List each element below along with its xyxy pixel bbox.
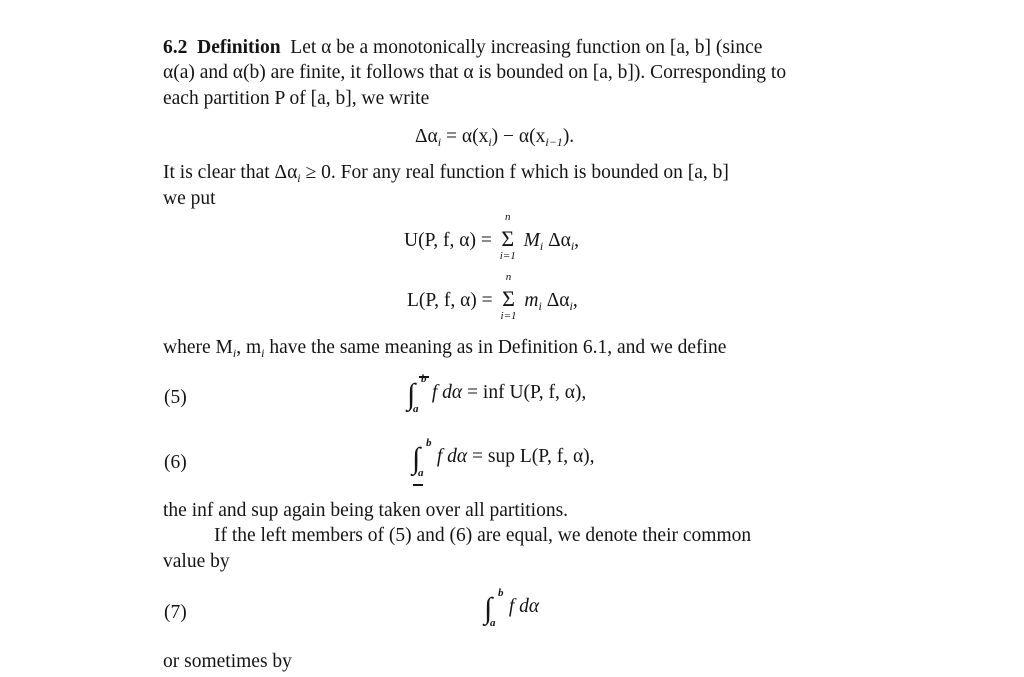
eq-upper-rest: Δα <box>543 230 571 251</box>
eq-lower-sub2: i <box>569 299 573 313</box>
definition-number: 6.2 <box>163 37 188 58</box>
equation-6-label: (6) <box>164 452 187 473</box>
eq-lower-lhs: L(P, f, α) = <box>407 290 493 311</box>
eq-upper-term: M <box>523 230 540 251</box>
paragraph2-text-b: ≥ 0. For any real function f which is bounded on [a, b] <box>300 162 729 183</box>
sum-lower-limit: i=1 <box>499 250 516 262</box>
eq-delta-mid2: ) − α(x <box>491 126 546 147</box>
eq-lower-rest: Δα <box>541 290 570 311</box>
paragraph2-line2: we put <box>163 188 216 209</box>
equation-delta-alpha <box>415 127 574 147</box>
eq-upper-end: , <box>574 230 580 251</box>
eq6-rhs: = sup L(P, f, α), <box>472 446 595 467</box>
paragraph1-line1: Let α be a monotonically increasing function on [a, b] (since <box>290 37 763 58</box>
integral-upper-limit: b <box>426 437 432 449</box>
equation-7-label: (7) <box>164 602 187 623</box>
eq5-rhs: = inf U(P, f, α), <box>467 382 587 403</box>
sum-lower-limit: i=1 <box>500 310 517 322</box>
eq-delta-mid: = α(x <box>441 126 489 147</box>
eq6-integrand: f dα <box>436 446 468 467</box>
eq5-integrand: f dα <box>431 382 463 403</box>
integral-upper-limit: b <box>498 587 504 599</box>
eq-delta-sub: i <box>437 135 442 149</box>
definition-title: Definition <box>197 37 281 58</box>
integral-lower-limit: a <box>490 617 496 629</box>
paragraph3-text3: have the same meaning as in Definition 6.1, and we define <box>264 337 727 358</box>
eq-lower-term: m <box>524 290 539 311</box>
integral-symbol: b ∫ a <box>484 587 504 629</box>
sum-upper-limit: n <box>505 271 512 283</box>
integral-upper-limit: b <box>421 373 427 385</box>
eq-delta-end: ). <box>562 126 575 147</box>
paragraph5-line1: or sometimes by <box>163 651 292 672</box>
eq7-integrand: f dα <box>508 596 540 617</box>
paragraph3-sub2: i <box>261 346 265 360</box>
paragraph2-line1 <box>163 163 729 183</box>
paragraph1-line2: α(a) and α(b) are finite, it follows that α is bounded on [a, b]). Corresponding to <box>163 62 787 83</box>
upper-integral-symbol: b ∫ a <box>407 380 427 410</box>
paragraph2-text: It is clear that Δα <box>163 162 298 183</box>
equation-6 <box>412 437 595 479</box>
equation-upper-sum <box>404 211 580 262</box>
paragraph3-text: where M <box>163 337 233 358</box>
paragraph1-line3: each partition P of [a, b], we write <box>163 88 430 109</box>
equation-7 <box>484 587 540 629</box>
integral-lower-limit: a <box>413 403 419 415</box>
eq-upper-sub2: i <box>570 239 575 253</box>
paragraph3-sub1: i <box>232 346 237 360</box>
sum-upper-limit: n <box>504 211 511 223</box>
integral-lower-limit: a <box>418 467 424 479</box>
eq-lower-end: , <box>572 290 578 311</box>
eq-upper-sub: i <box>539 239 544 253</box>
definition-line-1 <box>163 38 762 58</box>
sum-symbol: n Σ i=1 <box>497 228 519 251</box>
equation-5 <box>407 373 587 415</box>
paragraph4-line1: the inf and sup again being taken over all partitions. <box>163 500 569 521</box>
eq-lower-sub: i <box>538 299 542 313</box>
paragraph2-sub: i <box>297 171 301 185</box>
lower-integral-symbol: b ∫ a <box>412 444 432 474</box>
equation-lower-sum <box>407 271 578 322</box>
eq-delta-sub2: i <box>488 135 492 149</box>
paragraph4-line3: value by <box>163 551 230 572</box>
paragraph4-line2: If the left members of (5) and (6) are equal, we denote their common <box>214 525 752 546</box>
equation-5-label: (5) <box>164 387 187 408</box>
paragraph3-line <box>163 338 726 358</box>
eq-delta-lhs: Δα <box>415 126 438 147</box>
eq-upper-lhs: U(P, f, α) = <box>404 230 492 251</box>
paragraph3-text2: , m <box>236 337 262 358</box>
sum-symbol: n Σ i=1 <box>498 288 520 311</box>
eq-delta-sub3: i−1 <box>545 135 563 149</box>
